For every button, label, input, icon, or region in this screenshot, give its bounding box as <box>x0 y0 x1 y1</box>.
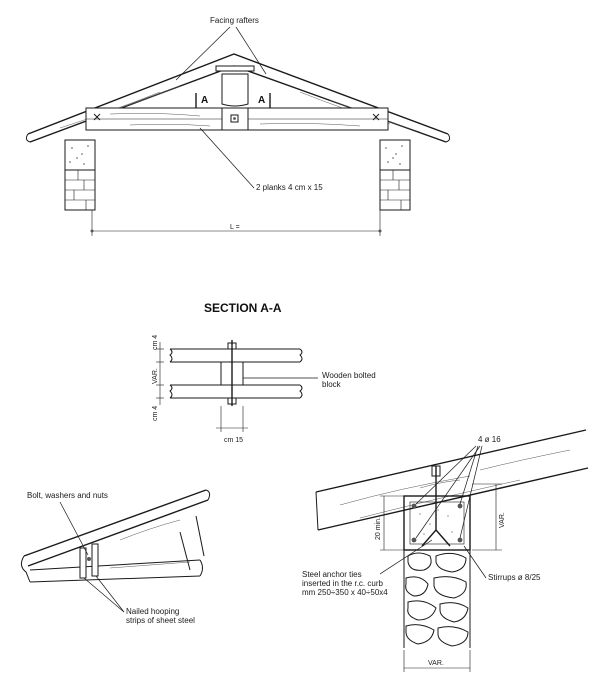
hooping-strip-left <box>80 548 86 578</box>
section-mark-left: A <box>201 95 209 106</box>
hooping-strip-right <box>92 544 98 576</box>
bars-label: 4 ø 16 <box>478 435 501 444</box>
rebar-icon <box>458 504 463 509</box>
planks-label: 2 planks 4 cm x 15 <box>256 183 323 192</box>
rebar-icon <box>458 538 463 543</box>
stirrups-label: Stirrups ø 8/25 <box>488 573 541 582</box>
rebar-icon <box>412 504 417 509</box>
king-post <box>222 74 248 106</box>
var-right-label: VAR. <box>499 512 506 528</box>
right-eave-tail <box>446 134 450 142</box>
strips-label-line2: strips of sheet steel <box>126 616 195 625</box>
eaves-bolt-icon <box>87 557 91 561</box>
dim-bottom: cm 4 <box>152 405 159 421</box>
rebar-icon <box>412 538 417 543</box>
section-a-a <box>152 301 376 444</box>
facing-rafters-label: Facing rafters <box>210 16 259 25</box>
curb-detail <box>302 430 588 672</box>
strips-label-line1: Nailed hooping <box>126 607 180 616</box>
block-label-line2: block <box>322 380 341 389</box>
ties-label-line2: inserted in the r.c. curb <box>302 579 383 588</box>
left-eave-tail <box>26 134 30 142</box>
section-mark-right: A <box>258 95 266 106</box>
ties-label-line3: mm 250÷350 x 40÷50x4 <box>302 588 388 597</box>
eaves-detail <box>21 490 209 625</box>
right-wall <box>380 140 410 210</box>
span-dimension <box>91 210 382 236</box>
block-label-line1: Wooden bolted <box>322 371 376 380</box>
min-label: 20 min. <box>375 517 382 540</box>
section-title: SECTION A-A <box>204 301 282 315</box>
dim-top: cm 4 <box>152 334 159 350</box>
truss-elevation <box>26 16 449 236</box>
bolt-label: Bolt, washers and nuts <box>27 491 108 500</box>
dim-width: cm 15 <box>224 437 244 444</box>
ties-label-line1: Steel anchor ties <box>302 570 362 579</box>
var-bottom-label: VAR. <box>428 660 444 667</box>
left-wall <box>65 140 95 210</box>
apex-plate <box>216 66 254 71</box>
stone-wall <box>404 550 470 648</box>
span-label: L = <box>230 224 240 231</box>
dim-mid: VAR. <box>152 368 159 384</box>
